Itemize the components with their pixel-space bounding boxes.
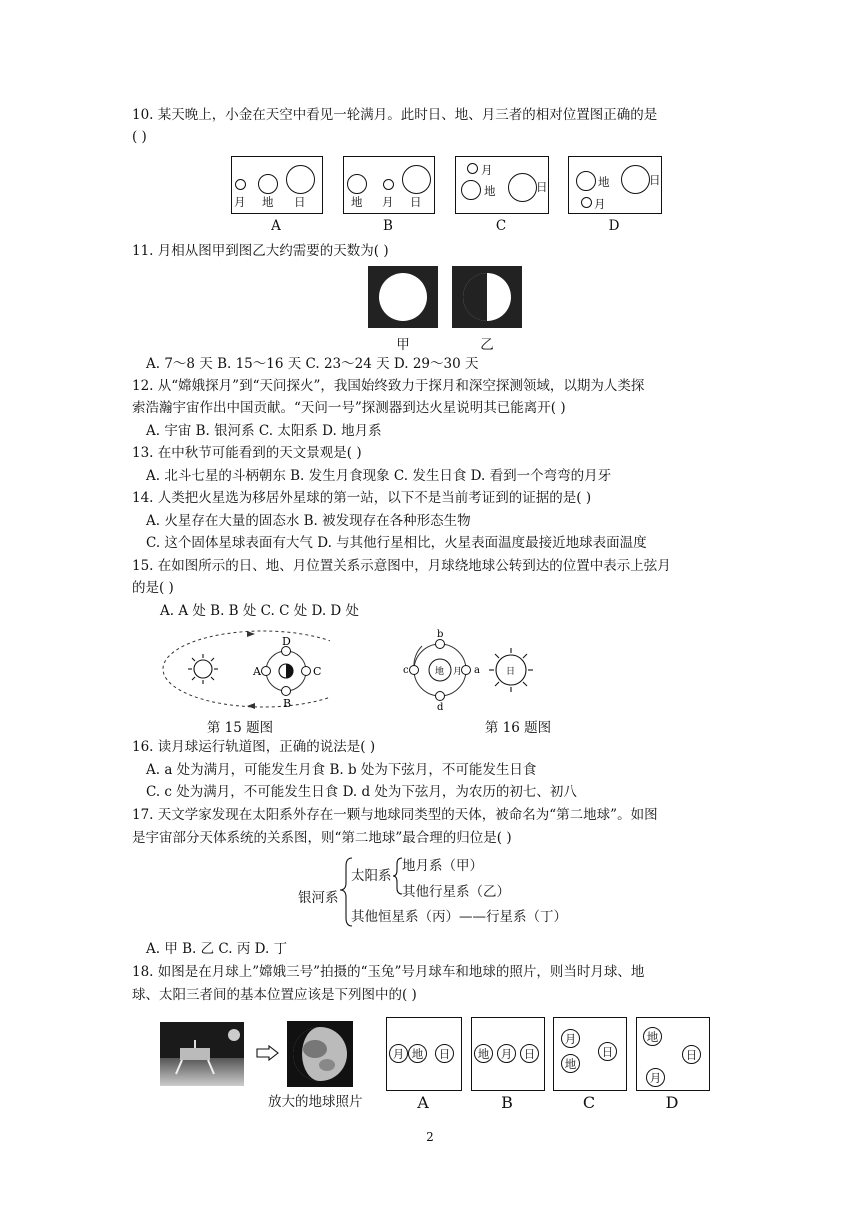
moon-circle bbox=[467, 163, 478, 174]
q10-letter-b: B bbox=[383, 218, 393, 234]
earth-label: 地 bbox=[598, 175, 610, 189]
sun-circle bbox=[286, 165, 315, 194]
q16-options-line2: C. c 处为满月，不可能发生日食 D. d 处为下弦月，为农历的初七、初八 bbox=[146, 784, 577, 800]
label-b: b bbox=[437, 629, 444, 640]
earth-circle: 地 bbox=[408, 1044, 427, 1063]
earth-label: 地 bbox=[484, 184, 496, 198]
sun-label: 日 bbox=[410, 195, 422, 209]
q10-letter-c: C bbox=[495, 218, 507, 234]
moon-label: 月 bbox=[382, 195, 394, 209]
q15-caption: 第 15 题图 bbox=[206, 720, 274, 736]
q14-options-line2: C. 这个固体星球表面有大气 D. 与其他行星相比，火星表面温度最接近地球表面温度 bbox=[146, 535, 647, 551]
q12-stem-line1: 12. 从“嫦娥探月”到“天问探火”，我国始终致力于探月和深空探测领域，以期为人类探 bbox=[132, 378, 645, 394]
other-planet-system-label: 其他行星系（乙） bbox=[402, 884, 510, 900]
earth-circle bbox=[258, 174, 278, 194]
q13-stem: 13. 在中秋节可能看到的天文景观是( ) bbox=[132, 445, 362, 461]
moon-label: 月 bbox=[234, 195, 246, 209]
sun-label: 日 bbox=[506, 667, 516, 677]
q18-stem-line1: 18. 如图是在月球上”嫦娥三号”拍摄的“玉兔”号月球车和地球的照片，则当时月球、地 bbox=[132, 964, 645, 980]
q16-stem: 16. 读月球运行轨道图，正确的说法是( ) bbox=[132, 739, 376, 755]
q10-letter-a: A bbox=[271, 218, 281, 234]
moon-label: 月 bbox=[481, 163, 493, 177]
q17-stem-line2: 是宇宙部分天体系统的关系图，则“第二地球”最合理的归位是( ) bbox=[132, 830, 512, 846]
moon-label: 月 bbox=[594, 197, 606, 211]
earth-icon bbox=[279, 664, 293, 678]
q18-letter-b: B bbox=[501, 1093, 513, 1112]
earth-photo bbox=[287, 1021, 353, 1087]
moon-circle bbox=[581, 197, 592, 208]
label-a: a bbox=[474, 665, 480, 676]
arrow-right-icon bbox=[256, 1045, 280, 1061]
moon-circle: 月 bbox=[561, 1029, 580, 1048]
moon-pos-b bbox=[282, 687, 291, 696]
rover-photo bbox=[160, 1022, 244, 1086]
q14-stem: 14. 人类把火星选为移居外星球的第一站，以下不是当前考证到的证据的是( ) bbox=[132, 490, 592, 506]
moon-circle bbox=[235, 179, 246, 190]
earth-circle bbox=[576, 171, 596, 191]
sun-circle: 日 bbox=[435, 1044, 454, 1063]
q15-options: A. A 处 B. B 处 C. C 处 D. D 处 bbox=[160, 603, 360, 619]
q14-options-line1: A. 火星存在大量的固态水 B. 被发现存在各种形态生物 bbox=[146, 513, 471, 529]
moon-circle bbox=[383, 179, 394, 190]
label-d: D bbox=[282, 635, 291, 648]
earth-label: 地 bbox=[262, 195, 274, 209]
q18-letter-d: D bbox=[665, 1093, 679, 1112]
sun-icon bbox=[188, 654, 218, 684]
moon-pos-b bbox=[436, 640, 445, 649]
moon-pos-c bbox=[410, 666, 419, 675]
other-star-system-label: 其他恒星系（丙）——行星系（丁） bbox=[351, 909, 567, 925]
q15-stem-line2: 的是( ) bbox=[132, 580, 174, 596]
label-a: A bbox=[253, 665, 261, 678]
q18-letter-c: C bbox=[582, 1093, 596, 1112]
label-c: c bbox=[403, 665, 409, 676]
moon-circle: 月 bbox=[646, 1068, 665, 1087]
moon-circle: 月 bbox=[497, 1044, 516, 1063]
moon-pos-d bbox=[436, 692, 445, 701]
q11-options: A. 7～8 天 B. 15～16 天 C. 23～24 天 D. 29～30 天 bbox=[146, 356, 479, 372]
moon-phase-full-image bbox=[368, 266, 438, 328]
sun-circle bbox=[508, 173, 537, 202]
moon-pos-a bbox=[262, 667, 271, 676]
q16-orbit-diagram bbox=[402, 628, 552, 712]
q18-letter-a: A bbox=[417, 1093, 429, 1112]
solar-system-label: 太阳系 bbox=[351, 868, 392, 884]
earth-circle bbox=[347, 174, 367, 194]
q11-stem: 11. 月相从图甲到图乙大约需要的天数为( ) bbox=[132, 243, 389, 259]
q10-stem-line2: ( ) bbox=[132, 129, 147, 145]
galaxy-label: 银河系 bbox=[298, 890, 339, 906]
q12-stem-line2: 索浩瀚宇宙作出中国贡献。“天问一号”探测器到达火星说明其已能离开( ) bbox=[132, 400, 566, 416]
q10-stem-line1: 10. 某天晚上，小金在天空中看见一轮满月。此时日、地、月三者的相对位置图正确的是 bbox=[132, 107, 658, 123]
q16-options-line1: A. a 处为满月，可能发生月食 B. b 处为下弦月，不可能发生日食 bbox=[146, 762, 537, 778]
q17-stem-line1: 17. 天文学家发现在太阳系外存在一颗与地球同类型的天体，被命名为“第二地球”。如图 bbox=[132, 807, 658, 823]
q10-letter-d: D bbox=[608, 218, 620, 234]
earth-label: 地 bbox=[351, 195, 363, 209]
earth-circle: 地 bbox=[474, 1044, 493, 1063]
sun-circle: 日 bbox=[682, 1045, 701, 1064]
q12-options: A. 宇宙 B. 银河系 C. 太阳系 D. 地月系 bbox=[146, 423, 382, 439]
moon-pos-c bbox=[302, 667, 311, 676]
moon-label: 月 bbox=[453, 667, 463, 677]
earth-circle: 地 bbox=[561, 1054, 580, 1073]
q15-stem-line1: 15. 在如图所示的日、地、月位置关系示意图中，月球绕地球公转到达的位置中表示上弦月 bbox=[132, 558, 671, 574]
label-yi: 乙 bbox=[480, 337, 494, 353]
sun-circle: 日 bbox=[598, 1042, 617, 1061]
label-jia: 甲 bbox=[396, 337, 410, 353]
q16-caption: 第 16 题图 bbox=[484, 720, 552, 736]
page-number: 2 bbox=[426, 1130, 434, 1144]
q15-orbit-diagram bbox=[155, 627, 330, 712]
sun-circle: 日 bbox=[520, 1044, 539, 1063]
sun-label: 日 bbox=[649, 173, 661, 187]
sun-label: 日 bbox=[536, 180, 548, 194]
sun-circle bbox=[402, 165, 431, 194]
earth-circle bbox=[461, 180, 481, 200]
q13-options: A. 北斗七星的斗柄朝东 B. 发生月食现象 C. 发生日食 D. 看到一个弯弯的月牙 bbox=[146, 468, 612, 484]
moon-circle: 月 bbox=[389, 1044, 408, 1063]
earth-moon-system-label: 地月系（甲） bbox=[402, 858, 483, 874]
label-d: d bbox=[437, 702, 444, 712]
earth-photo-caption: 放大的地球照片 bbox=[268, 1094, 363, 1110]
earth-circle: 地 bbox=[643, 1027, 662, 1046]
earth-label: 地 bbox=[435, 667, 445, 677]
sun-circle bbox=[621, 165, 650, 194]
label-b: B bbox=[283, 697, 292, 710]
moon-pos-a bbox=[462, 666, 471, 675]
label-c: C bbox=[313, 665, 322, 678]
sun-label: 日 bbox=[294, 195, 306, 209]
q17-options: A. 甲 B. 乙 C. 丙 D. 丁 bbox=[146, 941, 288, 957]
moon-phase-half-image bbox=[452, 266, 522, 328]
q18-stem-line2: 球、太阳三者间的基本位置应该是下列图中的( ) bbox=[132, 987, 417, 1003]
